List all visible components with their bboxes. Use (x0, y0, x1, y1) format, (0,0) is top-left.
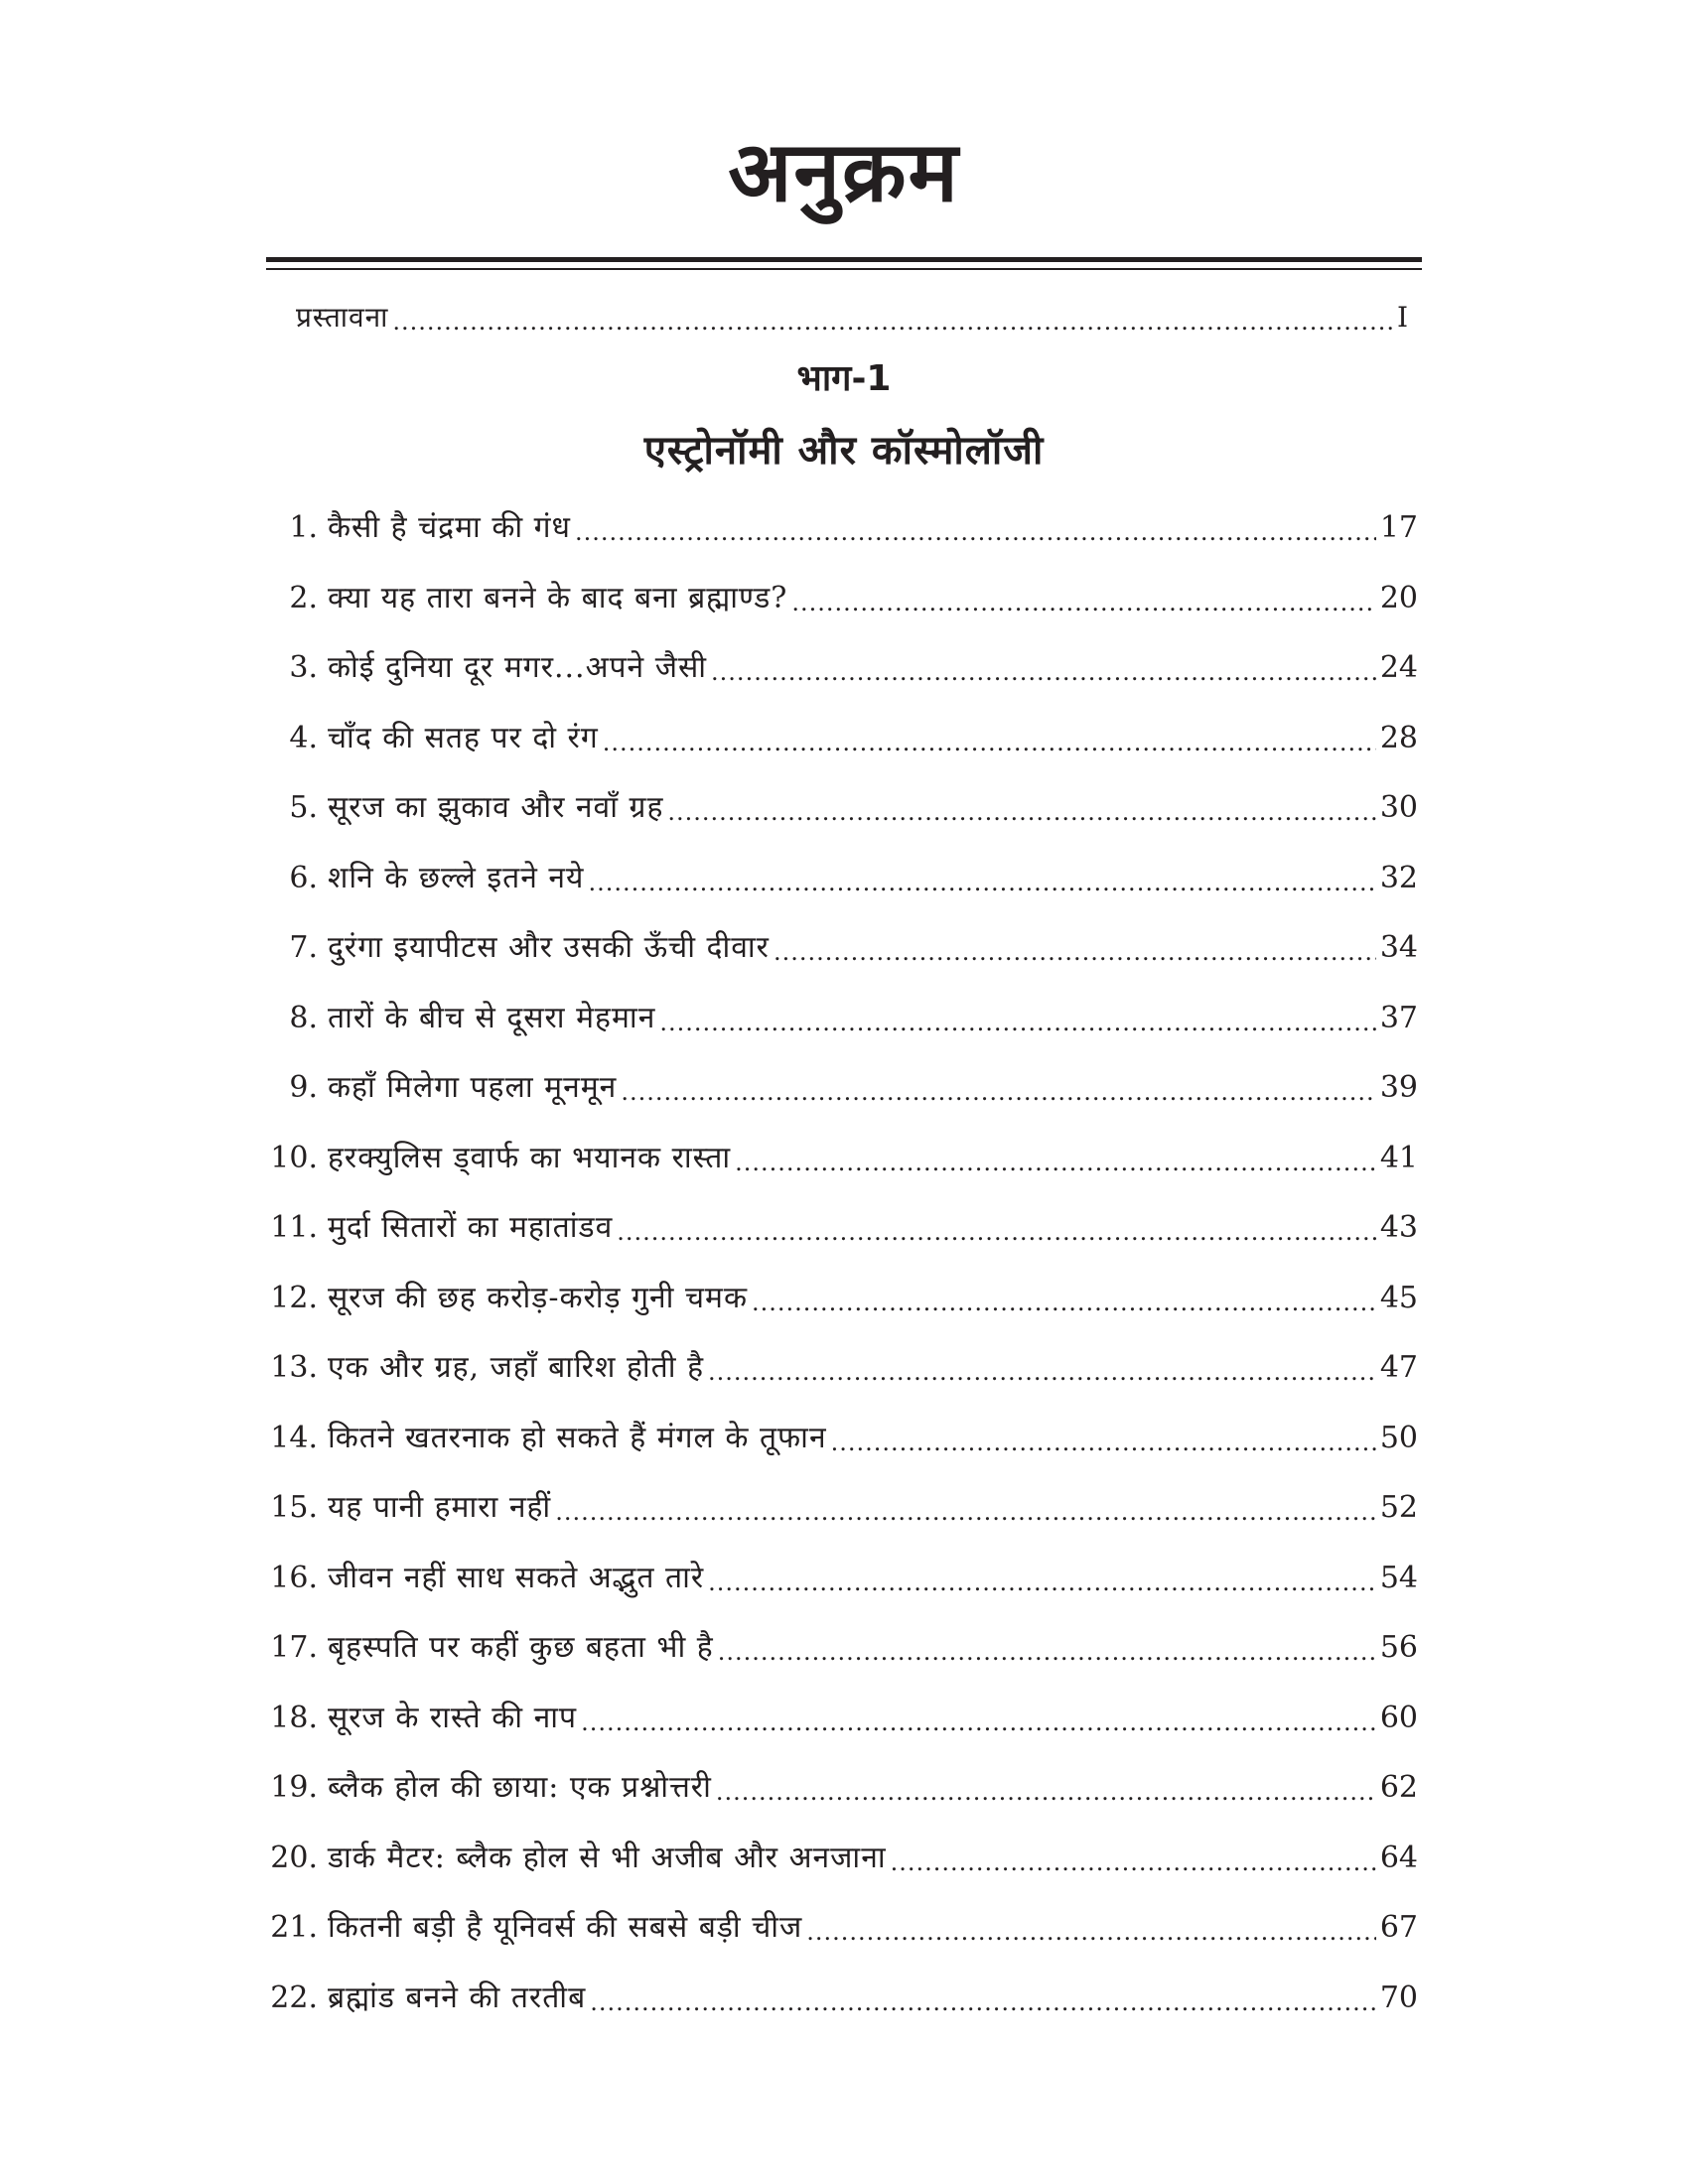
toc-entry[interactable] (266, 999, 1418, 1038)
toc-leader-dots (392, 298, 1393, 338)
toc-entry-number: 16. (270, 1561, 318, 1595)
toc-entry-page: 24 (1379, 650, 1418, 685)
toc-entry-text: कहाँ मिलेगा पहला मूनमून (328, 1070, 618, 1105)
toc-entry-number: 7. (289, 930, 318, 965)
toc-entry-number: 12. (270, 1281, 318, 1315)
toc-entry-number: 18. (270, 1701, 318, 1735)
toc-entry-number: 5. (289, 790, 318, 825)
toc-entry-number: 3. (289, 650, 318, 685)
toc-entry[interactable] (266, 1839, 1418, 1878)
toc-entry[interactable] (266, 1348, 1418, 1388)
toc-entry-number: 19. (270, 1770, 318, 1805)
toc-entry-text: कितने खतरनाक हो सकते हैं मंगल के तूफान (328, 1421, 827, 1455)
part-title: एस्ट्रोनॉमी और कॉस्मोलॉजी (643, 428, 1045, 474)
toc-entry[interactable] (266, 1139, 1418, 1178)
toc-entry-page: 41 (1379, 1141, 1418, 1175)
toc-entry-number: 4. (289, 721, 318, 755)
toc-entry-page: 34 (1379, 930, 1418, 965)
toc-entry-number: 17. (270, 1630, 318, 1665)
toc-entry-page: 17 (1379, 510, 1418, 545)
toc-entry-text: जीवन नहीं साध सकते अद्भुत तारे (328, 1561, 705, 1595)
toc-entry-text: प्रस्तावना (296, 301, 389, 334)
toc-entry-page: 64 (1379, 1841, 1418, 1875)
toc-entry-page: 70 (1379, 1980, 1418, 2015)
toc-entry-number: 1. (289, 510, 318, 545)
toc-leader-dots (667, 788, 1375, 828)
toc-entry-text: डार्क मैटर: ब्लैक होल से भी अजीब और अनजाना (328, 1841, 887, 1875)
toc-entry[interactable] (266, 1908, 1418, 1948)
toc-entry-text: क्या यह तारा बनने के बाद बना ब्रह्माण्ड? (328, 581, 788, 615)
toc-entry[interactable] (266, 719, 1418, 758)
toc-leader-dots (718, 1628, 1376, 1668)
toc-entry-text: मुर्दा सितारों का महातांडव (328, 1210, 614, 1245)
toc-entry-page: 28 (1379, 721, 1418, 755)
toc-entry-text: सूरज के रास्ते की नाप (328, 1701, 578, 1735)
toc-leader-dots (735, 1139, 1376, 1178)
toc-entry[interactable] (266, 788, 1418, 828)
toc-leader-dots (621, 1068, 1375, 1108)
toc-entry-page: 62 (1379, 1770, 1418, 1805)
toc-entry-number: 21. (270, 1910, 318, 1945)
toc-leader-dots (791, 579, 1375, 618)
toc-leader-dots (581, 1699, 1376, 1738)
toc-entry[interactable] (266, 648, 1418, 688)
toc-leader-dots (555, 1488, 1376, 1528)
toc-entry-page: 54 (1379, 1561, 1418, 1595)
toc-entry[interactable] (266, 1699, 1418, 1738)
toc-entry-page: 47 (1379, 1350, 1418, 1385)
toc-entry-number: 22. (270, 1980, 318, 2015)
toc-entry-page: 67 (1379, 1910, 1418, 1945)
toc-entry-text: सूरज का झुकाव और नवाँ ग्रह (328, 790, 664, 825)
toc-entry[interactable] (266, 1979, 1418, 2018)
toc-entry-text: कोई दुनिया दूर मगर...अपने जैसी (328, 650, 708, 685)
toc-leader-dots (711, 648, 1376, 688)
toc-entry-number: 9. (289, 1070, 318, 1105)
toc-entry-text: यह पानी हमारा नहीं (328, 1490, 552, 1525)
toc-leader-dots (590, 1979, 1376, 2018)
toc-entry-page: 50 (1379, 1421, 1418, 1455)
toc-entry-number: 2. (289, 581, 318, 615)
toc-leader-dots (575, 508, 1376, 548)
page-title: अनुक्रम (728, 123, 960, 220)
toc-entry-page: 30 (1379, 790, 1418, 825)
toc-entry-page: 52 (1379, 1490, 1418, 1525)
toc-entry-page: I (1396, 301, 1408, 334)
toc-entry-text: कैसी है चंद्रमा की गंध (328, 510, 572, 545)
toc-entry-number: 14. (270, 1421, 318, 1455)
title-rule-thin (266, 268, 1422, 270)
toc-leader-dots (891, 1839, 1376, 1878)
toc-leader-dots (716, 1768, 1376, 1808)
toc-entry-text: शनि के छल्ले इतने नये (328, 861, 585, 895)
toc-entry-text: ब्रह्मांड बनने की तरतीब (328, 1980, 587, 2015)
toc-entry-number: 10. (270, 1141, 318, 1175)
toc-entry-page: 32 (1379, 861, 1418, 895)
part-number: भाग-1 (796, 358, 892, 399)
toc-entry-page: 43 (1379, 1210, 1418, 1245)
toc-leader-dots (774, 928, 1376, 968)
toc-entry-page: 20 (1379, 581, 1418, 615)
toc-entry-number: 15. (270, 1490, 318, 1525)
toc-entry[interactable] (266, 1559, 1418, 1598)
toc-entry[interactable] (266, 1279, 1418, 1318)
toc-leader-dots (752, 1279, 1376, 1318)
toc-leader-dots (659, 999, 1375, 1038)
toc-leader-dots (708, 1348, 1376, 1388)
toc-leader-dots (588, 859, 1375, 898)
toc-entry-text: बृहस्पति पर कहीं कुछ बहता भी है (328, 1630, 714, 1665)
toc-entry[interactable] (266, 579, 1418, 618)
toc-entry-number: 20. (270, 1841, 318, 1875)
toc-entry-text: ब्लैक होल की छाया: एक प्रश्नोत्तरी (328, 1770, 712, 1805)
toc-entry-page: 39 (1379, 1070, 1418, 1105)
toc-entry[interactable] (266, 1488, 1418, 1528)
title-rule-thick (266, 257, 1422, 262)
toc-entry-page: 45 (1379, 1281, 1418, 1315)
toc-entry-number: 11. (270, 1210, 318, 1245)
toc-entry[interactable] (266, 1419, 1418, 1458)
toc-entry[interactable] (266, 928, 1418, 968)
toc-entry-text: तारों के बीच से दूसरा मेहमान (328, 1001, 656, 1035)
toc-entry-page: 60 (1379, 1701, 1418, 1735)
toc-entry-page: 37 (1379, 1001, 1418, 1035)
toc-entry[interactable] (266, 1068, 1418, 1108)
toc-entry-number: 8. (289, 1001, 318, 1035)
toc-entry[interactable] (266, 1628, 1418, 1668)
toc-entry-page: 56 (1379, 1630, 1418, 1665)
toc-entry-text: हरक्युलिस ड्वार्फ का भयानक रास्ता (328, 1141, 732, 1175)
toc-entry-text: दुरंगा इयापीटस और उसकी ऊँची दीवार (328, 930, 770, 965)
toc-entry-text: एक और ग्रह, जहाँ बारिश होती है (328, 1350, 704, 1385)
toc-entry-text: कितनी बड़ी है यूनिवर्स की सबसे बड़ी चीज (328, 1910, 803, 1945)
toc-entry[interactable] (266, 859, 1418, 898)
toc-leader-dots (603, 719, 1376, 758)
toc-leader-dots (708, 1559, 1376, 1598)
toc-entry[interactable] (266, 1208, 1418, 1248)
toc-entry-text: सूरज की छह करोड़-करोड़ गुनी चमक (328, 1281, 748, 1315)
toc-leader-dots (831, 1419, 1376, 1458)
toc-entry-number: 13. (270, 1350, 318, 1385)
toc-entry-number: 6. (289, 861, 318, 895)
toc-leader-dots (806, 1908, 1376, 1948)
toc-entry-preface[interactable] (296, 298, 1408, 338)
toc-entry[interactable] (266, 508, 1418, 548)
toc-leader-dots (617, 1208, 1376, 1248)
toc-entry-text: चाँद की सतह पर दो रंग (328, 721, 599, 755)
toc-entry[interactable] (266, 1768, 1418, 1808)
